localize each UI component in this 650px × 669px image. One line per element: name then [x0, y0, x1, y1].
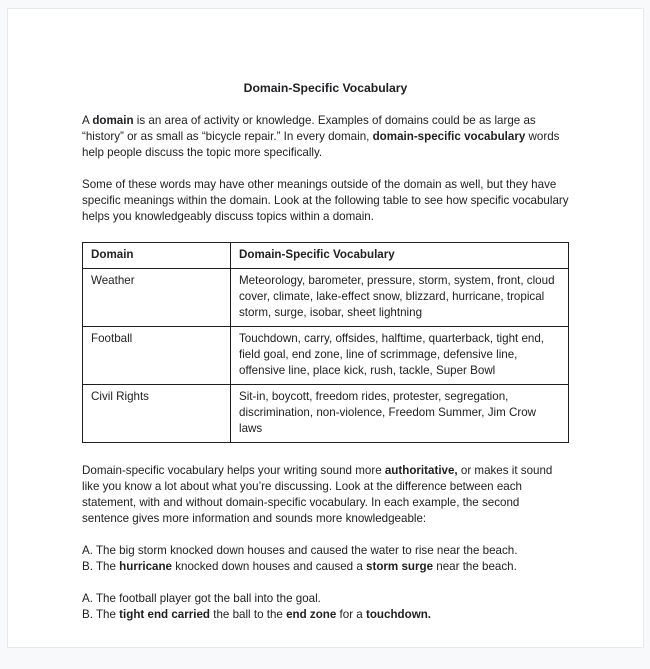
paragraph-other-meanings: Some of these words may have other meanings outside of the domain as well, but they have specific meanings within the domain. Look at the following table to see how specific vocabulary helps you knowledgeably discuss topics within a domain. — [82, 178, 569, 223]
table-row-weather — [83, 269, 569, 327]
document-title: Domain-Specific Vocabulary — [243, 81, 408, 95]
examples-section — [82, 543, 569, 623]
table-cell-vocabulary: Meteorology, barometer, pressure, storm, system, front, cloud cover, climate, lake-effect snow, blizzard, hurricane, tropical storm, surge, isobar, sheet lightning — [231, 269, 569, 327]
table-header-domain: Domain — [83, 243, 231, 269]
example-sentence-b: B. The tight end carried the ball to the end zone for a touchdown. — [82, 608, 432, 621]
paragraph-authoritative: Domain-specific vocabulary helps your writing sound more authoritative, or makes it sound like you know a lot about what you’re discussing. Look at the difference between each statement, with and without domain-specific vocabulary. In each example, the second sentence gives more information and sounds more knowledgeable: — [82, 464, 553, 525]
document-page — [7, 8, 644, 648]
table-cell-domain: Weather — [83, 269, 231, 327]
table-cell-vocabulary: Touchdown, carry, offsides, halftime, quarterback, tight end, field goal, end zone, line of scrimmage, defensive line, offensive line, place kick, rush, tackle, Super Bowl — [231, 327, 569, 385]
example-sentence-b: B. The hurricane knocked down houses and caused a storm surge near the beach. — [82, 560, 517, 573]
document-body — [8, 9, 643, 669]
table-cell-domain: Football — [83, 327, 231, 385]
vocabulary-table — [82, 242, 569, 443]
example-pair-football — [82, 591, 569, 623]
example-sentence-a: A. The big storm knocked down houses and caused the water to rise near the beach. — [82, 544, 518, 557]
table-header-vocabulary: Domain-Specific Vocabulary — [231, 243, 569, 269]
table-row-football — [83, 327, 569, 385]
table-header-row — [83, 243, 569, 269]
example-pair-weather — [82, 543, 569, 575]
paragraph-domain-intro: A domain is an area of activity or knowledge. Examples of domains could be as large as “history” or as small as “bicycle repair.” In every domain, domain-specific vocabulary words help people discuss the topic more specifically. — [82, 114, 560, 159]
table-cell-vocabulary: Sit-in, boycott, freedom rides, protester, segregation, discrimination, non-violence, Freedom Summer, Jim Crow laws — [231, 385, 569, 443]
table-row-civil-rights — [83, 385, 569, 443]
example-sentence-a: A. The football player got the ball into the goal. — [82, 592, 321, 605]
table-cell-domain: Civil Rights — [83, 385, 231, 443]
